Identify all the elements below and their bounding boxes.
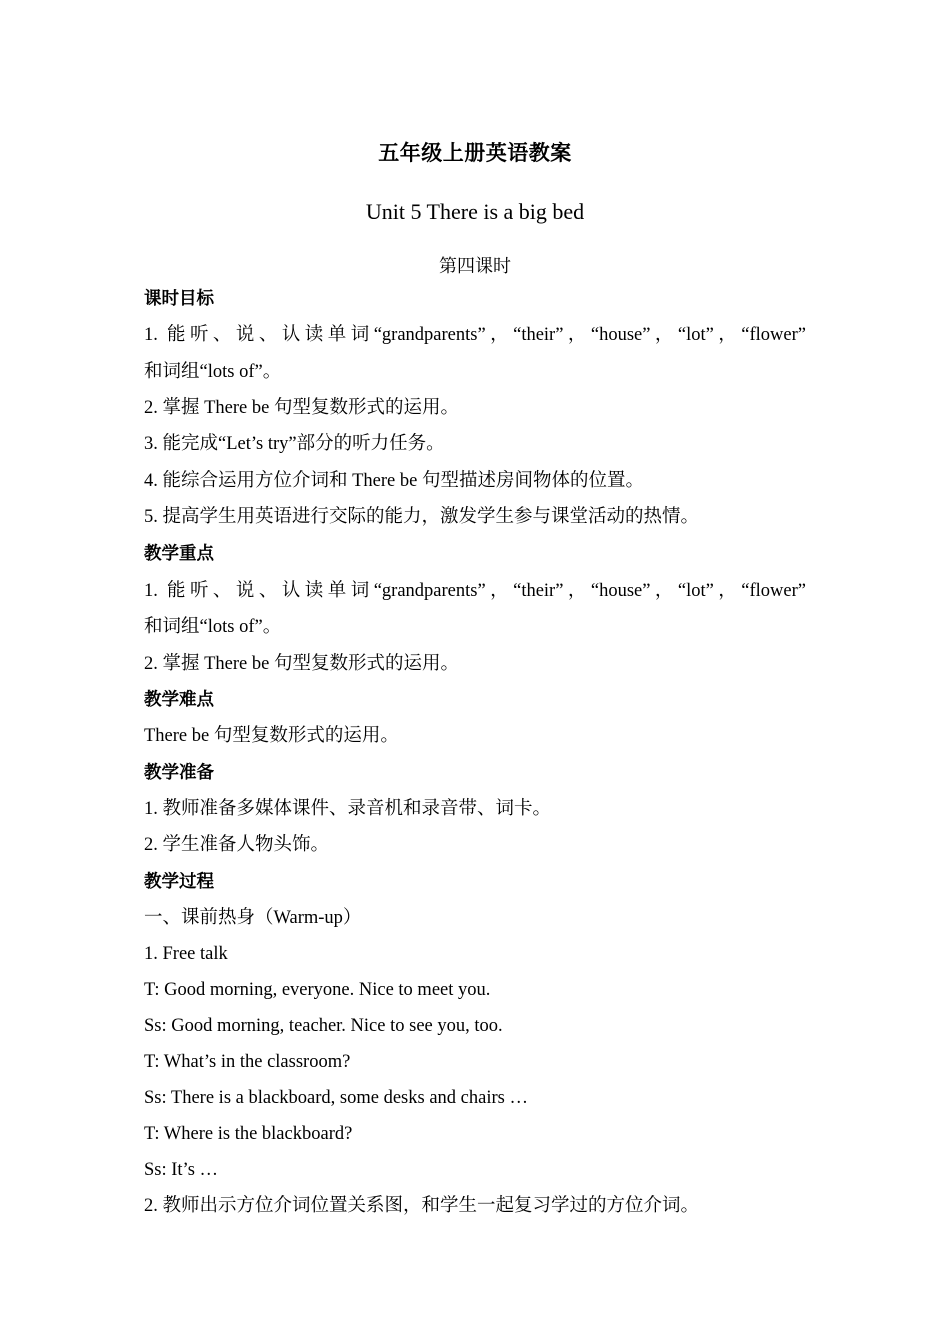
dialogue-line: T: Where is the blackboard? [144, 1124, 353, 1144]
objective-item-1-line-2: 和词组“lots of”。 [144, 362, 282, 382]
objective-item-4: 4. 能综合运用方位介词和 There be 句型描述房间物体的位置。 [144, 471, 644, 491]
preparation-heading: 教学准备 [144, 763, 214, 783]
key-points-heading: 教学重点 [144, 544, 214, 564]
process-heading: 教学过程 [144, 872, 214, 892]
dialogue-line: Ss: Good morning, teacher. Nice to see you, too. [144, 1016, 503, 1036]
dialogue-line: T: Good morning, everyone. Nice to meet you. [144, 980, 491, 1000]
dialogue-line: Ss: It’s … [144, 1160, 219, 1180]
process-step-2: 2. 教师出示方位介词位置关系图，和学生一起复习学过的方位介词。 [144, 1196, 700, 1216]
objective-item-5: 5. 提高学生用英语进行交际的能力，激发学生参与课堂活动的热情。 [144, 507, 700, 527]
key-point-item-2: 2. 掌握 There be 句型复数形式的运用。 [144, 654, 459, 674]
process-step-1: 1. Free talk [144, 944, 228, 964]
unit-title: Unit 5 There is a big bed [365, 199, 585, 224]
objectives-heading: 课时目标 [144, 289, 214, 309]
preparation-item-2: 2. 学生准备人物头饰。 [144, 835, 330, 855]
difficulties-heading: 教学难点 [144, 690, 214, 710]
process-section-1: 一、课前热身（Warm-up） [144, 908, 362, 928]
key-point-item-1-line-1: 1. 能听、说、认读单词“grandparents”，“their”，“house”，“lot”，“flower” [144, 581, 806, 601]
dialogue-line: T: What’s in the classroom? [144, 1052, 351, 1072]
key-point-item-1-line-2: 和词组“lots of”。 [144, 617, 282, 637]
objective-item-3: 3. 能完成“Let’s try”部分的听力任务。 [144, 434, 445, 454]
document-title: 五年级上册英语教案 [378, 141, 572, 165]
difficulty-item-1: There be 句型复数形式的运用。 [144, 726, 399, 746]
objective-item-1-line-1: 1. 能听、说、认读单词“grandparents”，“their”，“house”，“lot”，“flower” [144, 325, 806, 345]
lesson-subtitle: 第四课时 [439, 256, 511, 276]
objective-item-2: 2. 掌握 There be 句型复数形式的运用。 [144, 398, 459, 418]
preparation-item-1: 1. 教师准备多媒体课件、录音机和录音带、词卡。 [144, 799, 552, 819]
dialogue-line: Ss: There is a blackboard, some desks and chairs … [144, 1088, 528, 1108]
